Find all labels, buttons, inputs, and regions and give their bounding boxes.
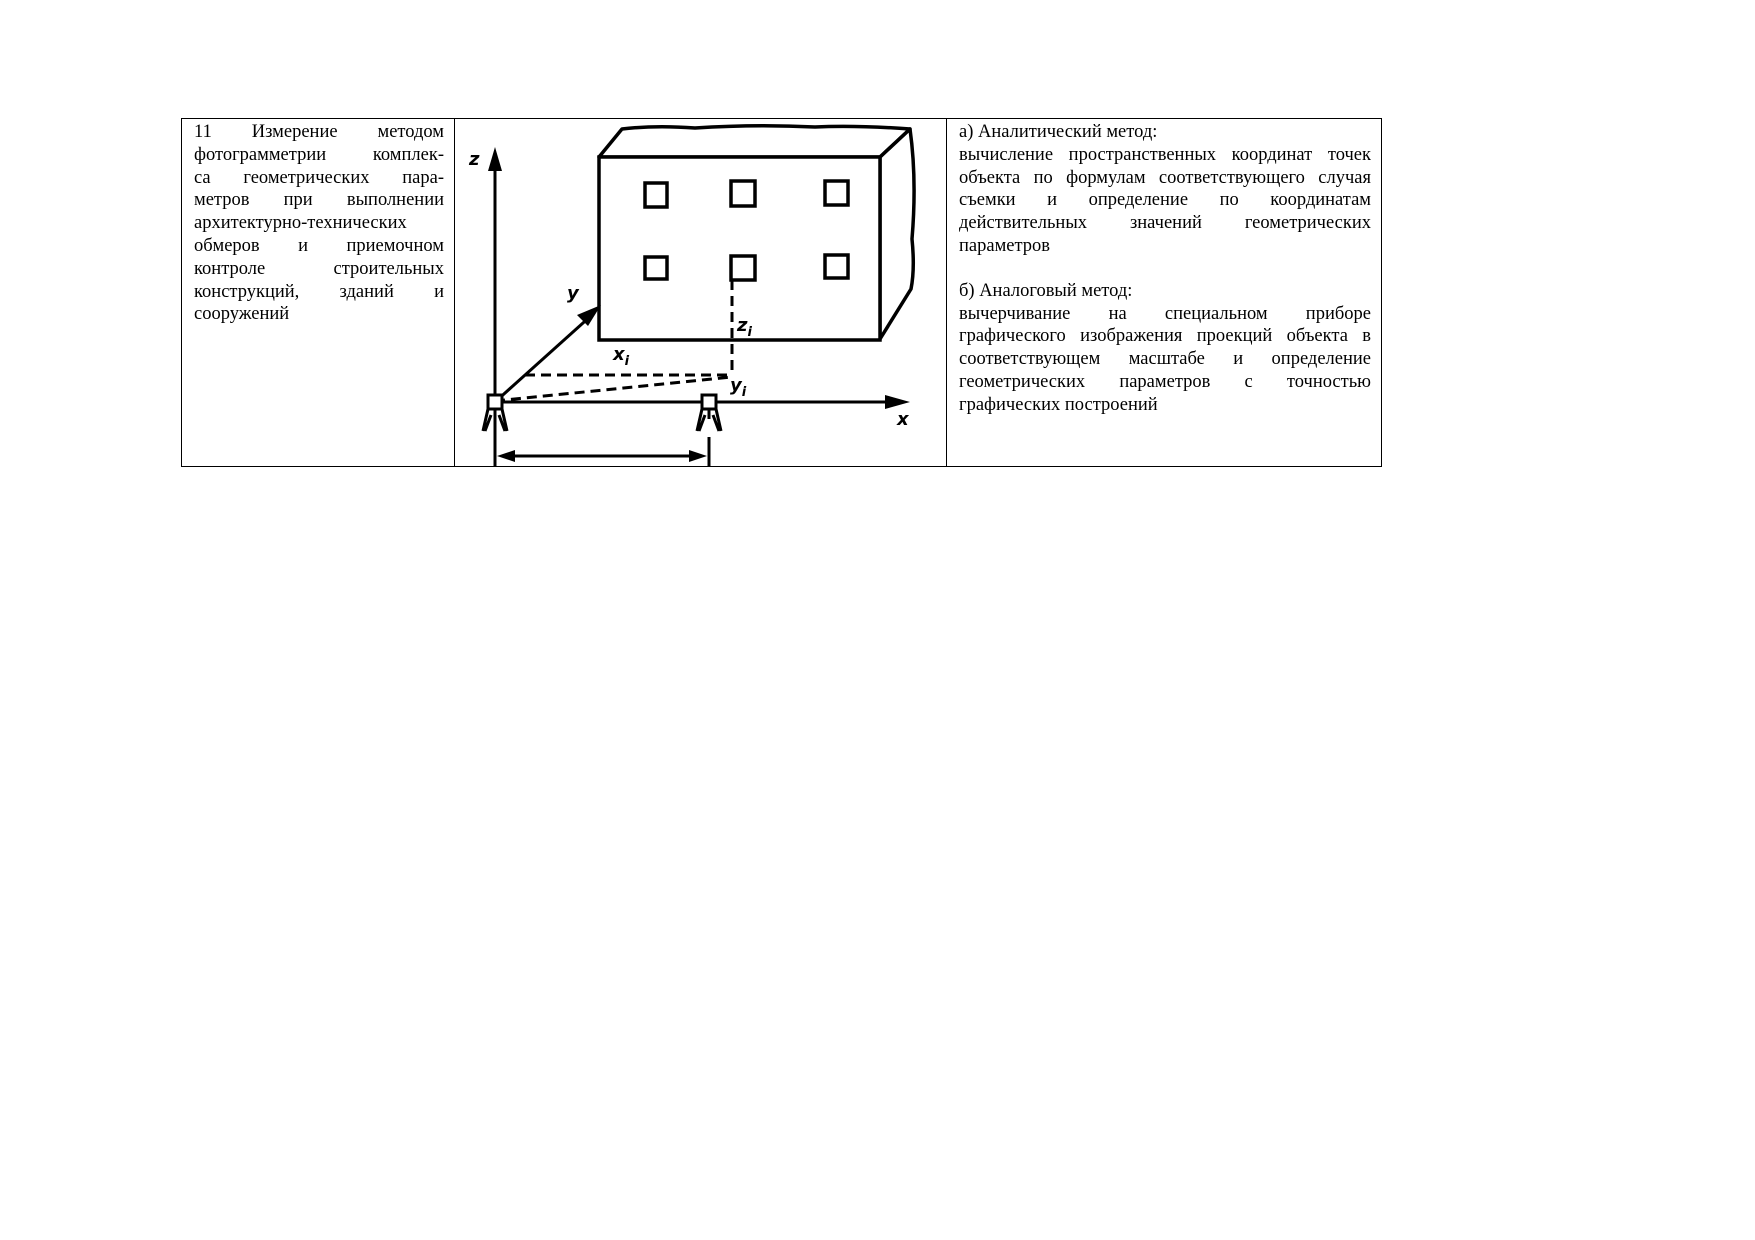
method-name	[182, 119, 454, 326]
method-name-line: архитектурно-технических	[194, 213, 407, 234]
method-name-line: сооружений	[194, 304, 290, 325]
analytic-method	[959, 121, 1371, 258]
method-heading: б) Аналоговый метод:	[959, 280, 1133, 301]
method-name-cell	[182, 119, 455, 467]
method-description-cell	[947, 119, 1382, 467]
method-text: вычерчивание на специальном приборе графического изображения проекций объекта в соответствующем масштабе и определение геометрических параметров с точностью графических построений	[959, 303, 1371, 415]
photogrammetry-diagram	[455, 119, 946, 467]
x-axis-label: x	[897, 409, 909, 430]
method-name-line: обмеров и приемочном	[194, 235, 444, 256]
camera-station-icon	[697, 395, 721, 431]
z-axis-label: z	[469, 149, 480, 170]
ray-dashed-line	[495, 377, 732, 401]
object-right-face	[880, 129, 914, 339]
method-name-line: метров при выполнении	[194, 190, 444, 211]
analog-method	[959, 280, 1371, 417]
table-row	[182, 119, 1382, 467]
object-top-face	[599, 126, 910, 157]
yi-label: $y_i$	[730, 375, 747, 400]
photogrammetry-table	[181, 118, 1382, 467]
method-name-line: конструкций, зданий и	[194, 281, 444, 302]
baseline-arrowhead	[689, 450, 707, 462]
z-axis-arrowhead	[488, 147, 502, 171]
method-name-line: са геометрических пара-	[194, 167, 444, 188]
method-descriptions	[947, 119, 1381, 417]
y-axis-label: y	[567, 283, 579, 304]
x-axis-arrowhead	[885, 395, 910, 409]
xi-label: $x_i$	[613, 344, 630, 369]
method-name-line: контроле строительных	[194, 258, 444, 279]
method-heading: а) Аналитический метод:	[959, 122, 1158, 142]
method-name-line: фотограмметрии комплек-	[194, 144, 444, 165]
method-text: вычисление пространственных координат точек объекта по формулам соответствующего случая съемки и определение по координатам действительных значений геометрических параметров	[959, 144, 1371, 256]
zi-label: $z_i$	[737, 315, 752, 340]
object-front-face	[599, 157, 880, 340]
figure-cell	[455, 119, 947, 467]
baseline-arrowhead	[497, 450, 515, 462]
y-axis	[495, 314, 593, 402]
method-name-line: 11 Измерение методом	[194, 122, 444, 142]
